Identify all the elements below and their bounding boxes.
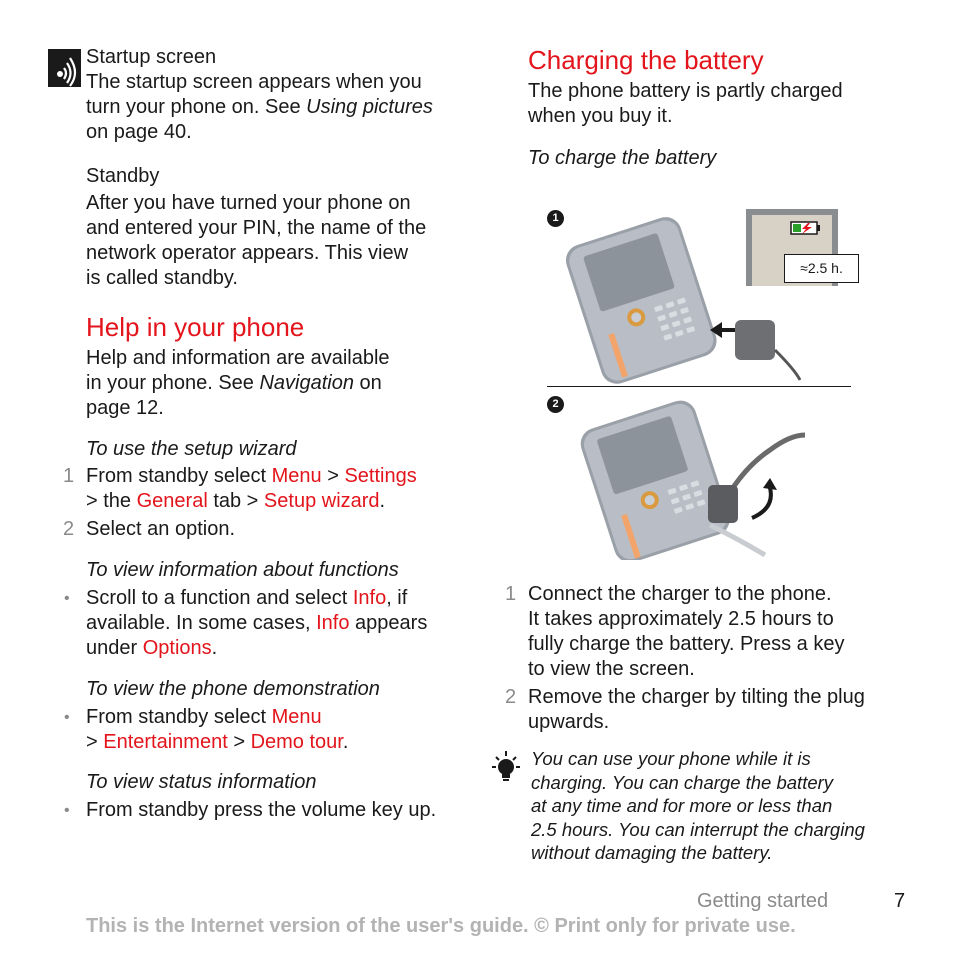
info-link: Info [352,587,387,609]
help-line: page 12. [86,397,164,419]
step-text: Select an option. [86,518,235,540]
help-line: in your phone. See [86,372,260,394]
tip-note [531,747,931,865]
step-text: > the [86,490,137,512]
functions-line [86,636,476,661]
step-number: 1 [505,583,517,605]
text: . [342,731,349,753]
standby-line: network operator appears. This view [86,242,409,264]
step-number: 2 [63,518,75,540]
step-line: It takes approximately 2.5 hours to [528,608,834,630]
figure-step-2-badge: 2 [547,396,564,413]
standby-line: is called standby. [86,267,238,289]
menu-link: Menu [271,465,322,487]
text: > [86,731,104,753]
charging-intro [528,79,918,129]
help-line: on [353,372,382,394]
bullet: • [64,590,70,607]
note-line: 2.5 hours. You can interrupt the charging [531,818,865,840]
demo-title: To view the phone demonstration [86,678,380,700]
functions-line [86,611,476,636]
wizard-steps [63,464,476,542]
demo-body [64,705,476,755]
options-link: Options [142,637,212,659]
step-text: > [321,465,345,487]
figure-divider [547,386,851,387]
demo-line [86,730,476,755]
step-line: fully charge the battery. Press a key [528,633,845,655]
text: . [211,637,218,659]
entertainment-link: Entertainment [103,731,228,753]
help-paragraph [86,346,476,421]
help-line: Help and information are available [86,347,390,369]
note-line: without damaging the battery. [531,842,773,863]
startup-line: on page 40. [86,121,192,143]
startup-line: The startup screen appears when you [86,71,422,93]
speaker-icon [48,49,81,87]
step-number: 2 [505,686,517,708]
general-link: General [136,490,208,512]
charge-step-1 [505,582,918,682]
demo-tour-link: Demo tour [250,731,343,753]
startup-ref: Using pictures [306,96,433,118]
text: From standby select [86,706,272,728]
settings-link: Settings [344,465,417,487]
help-ref: Navigation [259,372,354,394]
wizard-title: To use the setup wizard [86,438,297,460]
standby-line: After you have turned your phone on [86,192,411,214]
step-line: upwards. [528,711,610,733]
note-line: charging. You can charge the battery [531,771,834,793]
menu-link: Menu [271,706,322,728]
intro-line: The phone battery is partly charged [528,80,843,102]
functions-body [64,586,476,661]
text: appears [349,612,428,634]
setup-wizard-link: Setup wizard [263,490,380,512]
functions-line [64,586,476,611]
figure-step-1-badge: 1 [547,210,564,227]
standby-title: Standby [86,165,160,187]
note-line: You can use your phone while it is [531,748,811,769]
step-text: . [379,490,386,512]
page-number: 7 [894,890,906,912]
bullet: • [64,802,70,819]
text: > [227,731,251,753]
status-title: To view status information [86,771,317,793]
help-heading: Help in your phone [86,312,305,342]
step-line: to view the screen. [528,658,695,680]
step-line: Remove the charger by tilting the plug [528,686,865,708]
demo-line [64,705,476,730]
battery-charging-icon [790,221,822,240]
charge-steps [505,582,918,735]
info-link: Info [316,612,350,634]
charge-time-label: ≈2.5 h. [784,254,859,283]
step-number: 1 [63,465,75,487]
text: Scroll to a function and select [86,587,353,609]
wizard-step [63,517,476,542]
status-line [64,798,486,823]
standby-line: and entered your PIN, the name of the [86,217,427,239]
functions-title: To view information about functions [86,559,399,581]
note-line: at any time and for more or less than [531,795,833,816]
text: , if [386,587,408,609]
text: From standby press the volume key up. [86,799,437,821]
standby-section [86,164,476,291]
intro-line: when you buy it. [528,105,673,127]
footer-disclaimer: This is the Internet version of the user's guide. © Print only for private use. [86,915,796,937]
wizard-step [63,464,476,489]
bullet: • [64,709,70,726]
startup-section [86,45,476,145]
startup-line: turn your phone on. See [86,96,307,118]
phone-charging-illustration-2 [570,390,820,560]
step-text: From standby select [86,465,272,487]
charge-subtitle: To charge the battery [528,147,717,169]
text: available. In some cases, [86,612,317,634]
status-body [64,798,486,823]
step-line: Connect the charger to the phone. [528,583,832,605]
footer-section-name: Getting started [697,890,829,912]
wizard-step-cont [86,489,476,514]
startup-title: Startup screen [86,46,217,68]
charging-heading: Charging the battery [528,45,764,75]
lightbulb-icon [488,750,522,784]
charge-step-2 [505,685,918,735]
text: under [86,637,143,659]
step-text: tab > [207,490,264,512]
